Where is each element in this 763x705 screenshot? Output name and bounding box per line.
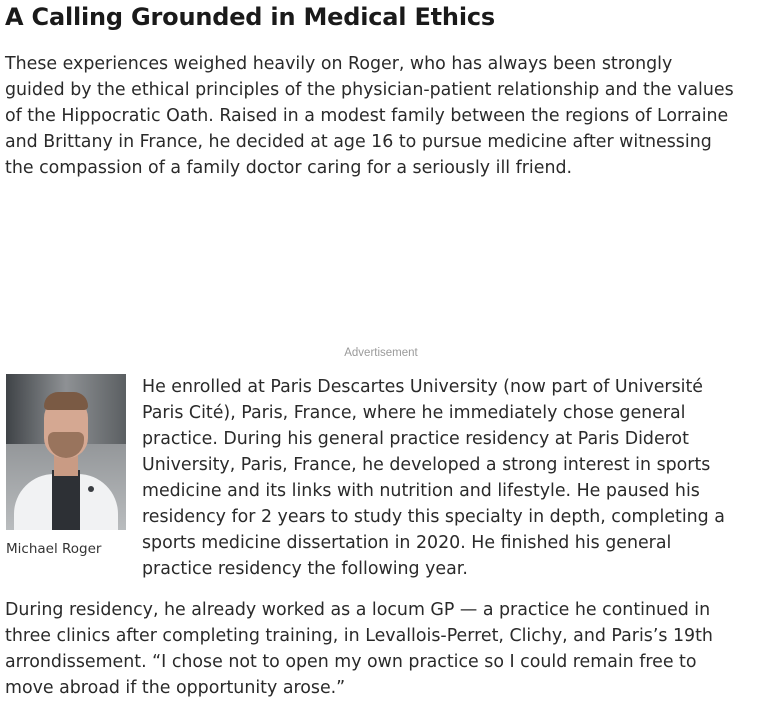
- portrait-figure: [6, 374, 130, 558]
- article-body: [5, 0, 757, 698]
- advertisement-label: Advertisement: [344, 347, 418, 359]
- intro-paragraph: These experiences weighed heavily on Roger, who has always been strongly guided by the ethical principles of the physician-patient relationship and the values of the Hippocratic Oath. Raised in a modest family between the regions of Lorraine and Brittany in France, he decided at age 16 to pursue medicine after witnessing the compassion of a family doctor caring for a seriously ill friend.: [5, 54, 734, 178]
- section-heading: A Calling Grounded in Medical Ethics: [5, 3, 495, 31]
- education-paragraph: He enrolled at Paris Descartes University (now part of Université Paris Cité), Paris, France, where he immediately chose general practice. During his general practice residency at Paris Diderot University, Paris, France, he developed a strong interest in sports medicine and its links with nutrition and lifestyle. He paused his residency for 2 years to study this specialty in depth, completing a sports medicine dissertation in 2020. He finished his general practice residency the following year.: [142, 377, 725, 579]
- locum-paragraph: During residency, he already worked as a locum GP — a practice he continued in three clinics after completing training, in Levallois-Perret, Clichy, and Paris’s 19th arrondissement. “I chose not to open my own practice so I could remain free to move abroad if the opportunity arose.”: [5, 600, 713, 698]
- portrait-photo: [6, 374, 126, 530]
- photo-caption: Michael Roger: [6, 541, 102, 557]
